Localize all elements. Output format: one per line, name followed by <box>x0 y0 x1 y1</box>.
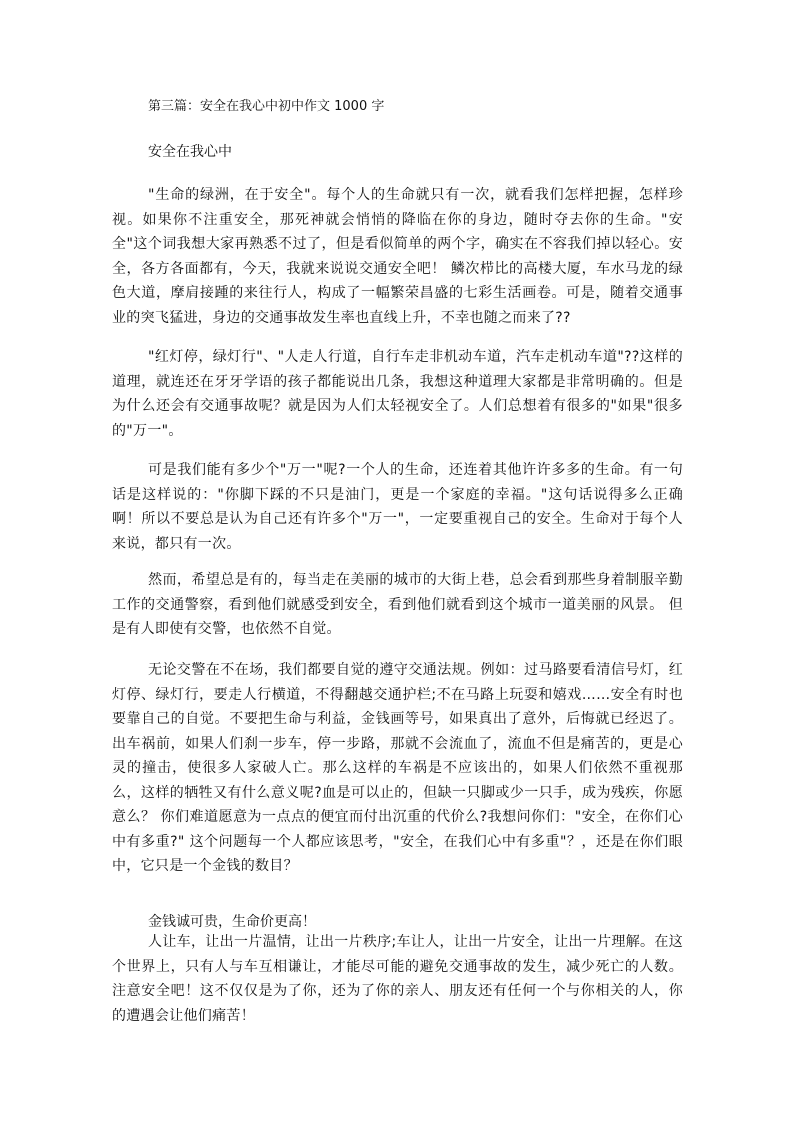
paragraph-7: 人让车，让出一片温情，让出一片秩序;车让人，让出一片安全，让出一片理解。在这个世界上，只有人与车互相谦让，才能尽可能的避免交通事故的发生，减少死亡的人数。注意安全吧！这不仅仅是为了你，还为了你的亲人、朋友还有任何一个与你相关的人，你的遭遇会让他们痛苦！ <box>112 934 683 1024</box>
paragraph-5: 无论交警在不在场，我们都要自觉的遵守交通法规。例如：过马路要看清信号灯，红灯停、绿灯行，要走人行横道，不得翻越交通护栏;不在马路上玩耍和嬉戏……安全有时也要靠自己的自觉。不要把生命与利益，金钱画等号，如果真出了意外，后悔就已经迟了。 出车祸前，如果人们刹一步车，停一步路，那就不会流血了，流血不但是痛苦的，更是心灵的撞击，使很多人家破人亡。那么这样的车祸是不应该出的，如果人们依然不重视那么，这样的牺牲又有什么意义呢?血是可以止的，但缺一只脚或少一只手，成为残疾，你愿意么？ 你们难道愿意为一点点的便宜而付出沉重的代价么?我想问你们："安全，在你们心中有多重?" 这个问题每一个人都应该思考，"安全，在我们心中有多重"？，还是在你们眼中，它只是一个金钱的数目？ <box>112 662 683 874</box>
paragraph-4: 然而，希望总是有的，每当走在美丽的城市的大街上巷，总会看到那些身着制服辛勤工作的交通警察，看到他们就感受到安全，看到他们就看到这个城市一道美丽的风景。 但是有人即使有交警，也依然不自觉。 <box>112 572 683 637</box>
paragraph-6: 金钱诚可贵，生命价更高！ <box>148 914 316 930</box>
paragraph-2: "红灯停，绿灯行"、"人走人行道，自行车走非机动车道，汽车走机动车道"??这样的道理，就连还在牙牙学语的孩子都能说出几条，我想这种道理大家都是非常明确的。但是为什么还会有交通事故呢？就是因为人们太轻视安全了。人们总想着有很多的"如果"很多的"万一"。 <box>112 349 683 439</box>
essay-title: 安全在我心中 <box>148 144 232 160</box>
paragraph-1: "生命的绿洲，在于安全"。每个人的生命就只有一次，就看我们怎样把握，怎样珍视。如果你不注重安全，那死神就会悄悄的降临在你的身边，随时夺去你的生命。"安全"这个词我想大家再熟悉不过了，但是看似简单的两个字，确实在不容我们掉以轻心。安全，各方各面都有，今天，我就来说说交通安全吧！ 鳞次栉比的高楼大厦，车水马龙的绿色大道，摩肩接踵的来往行人，构成了一幅繁荣昌盛的七彩生活画卷。可是，随着交通事业的突飞猛进，身边的交通事故发生率也直线上升，不幸也随之而来了?? <box>112 187 683 326</box>
paragraph-3: 可是我们能有多少个"万一"呢?一个人的生命，还连着其他许许多多的生命。有一句话是这样说的："你脚下踩的不只是油门，更是一个家庭的幸福。"这句话说得多么正确啊！所以不要总是认为自己还有许多个"万一"，一定要重视自己的安全。生命对于每个人来说，都只有一次。 <box>112 462 683 552</box>
document-title: 第三篇：安全在我心中初中作文 1000 字 <box>148 99 385 114</box>
